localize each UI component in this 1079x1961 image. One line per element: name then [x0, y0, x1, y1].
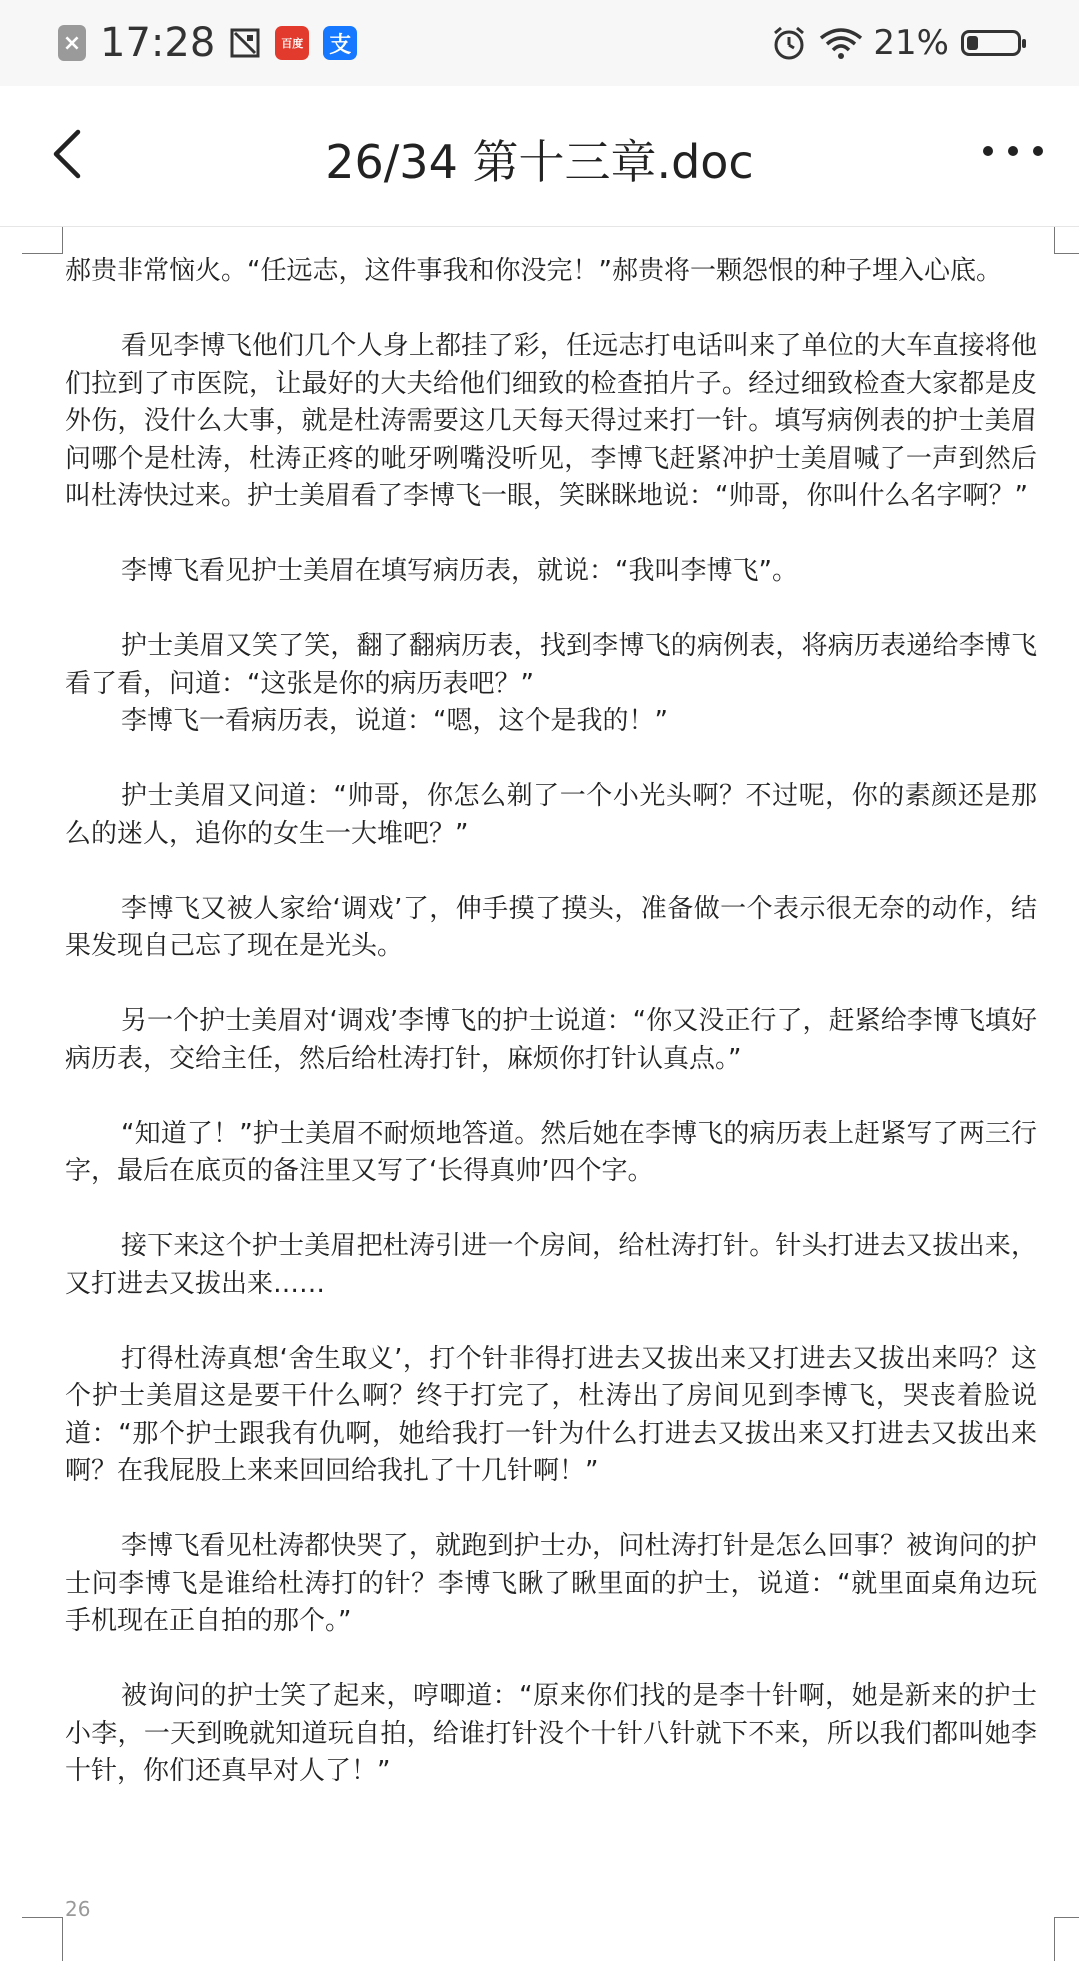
paragraph: 李博飞又被人家给‘调戏’了，伸手摸了摸头，准备做一个表示很无奈的动作，结果发现自己忘了现在是光头。	[65, 893, 1037, 961]
status-right	[771, 18, 1021, 68]
paragraph: 另一个护士美眉对‘调戏’李博飞的护士说道：“你又没正行了，赶紧给李博飞填好病历表，交给主任，然后给杜涛打针，麻烦你打针认真点。”	[65, 1006, 1037, 1074]
document-body	[65, 253, 1037, 1791]
wifi-icon	[819, 26, 863, 60]
paragraph: 郝贵非常恼火。“任远志，这件事我和你没完！”郝贵将一颗怨恨的种子埋入心底。	[65, 256, 1002, 286]
paragraph: 李博飞一看病历表，说道：“嗯，这个是我的！”	[121, 706, 668, 736]
paragraph: “知道了！”护士美眉不耐烦地答道。然后她在李博飞的病历表上赶紧写了两三行字，最后在底页的备注里又写了‘长得真帅’四个字。	[65, 1118, 1037, 1186]
alipay-icon: 支	[323, 26, 357, 60]
status-left	[58, 18, 357, 68]
paragraph: 接下来这个护士美眉把杜涛引进一个房间，给杜涛打针。针头打进去又拔出来，又打进去又拔出来……	[65, 1231, 1037, 1299]
document-page[interactable]	[0, 227, 1079, 1960]
page-corner-mark	[1054, 227, 1079, 254]
paragraph: 看见李博飞他们几个人身上都挂了彩，任远志打电话叫来了单位的大车直接将他们拉到了市医院，让最好的大夫给他们细致的检查拍片子。经过细致检查大家都是皮外伤，没什么大事，就是杜涛需要这几天每天得过来打一针。填写病例表的护士美眉问哪个是杜涛，杜涛正疼的呲牙咧嘴没听见，李博飞赶紧冲护士美眉喊了一声到然后叫杜涛快过来。护士美眉看了李博飞一眼，笑眯眯地说：“帅哥，你叫什么名字啊？”	[65, 331, 1037, 511]
paragraph: 护士美眉又问道：“帅哥，你怎么剃了一个小光头啊？不过呢，你的素颜还是那么的迷人，追你的女生一大堆吧？”	[65, 781, 1037, 849]
paragraph: 李博飞看见护士美眉在填写病历表，就说：“我叫李博飞”。	[121, 556, 798, 586]
status-bar	[0, 0, 1079, 86]
status-time: 17:28	[100, 20, 216, 66]
battery-icon	[961, 30, 1021, 56]
more-options-button[interactable]	[983, 136, 1043, 166]
document-header	[0, 86, 1079, 227]
page-corner-mark	[1054, 1917, 1079, 1961]
page-number: 26	[65, 1897, 91, 1921]
document-title: 26/34 第十三章.doc	[325, 135, 754, 189]
paragraph: 护士美眉又笑了笑，翻了翻病历表，找到李博飞的病例表，将病历表递给李博飞看了看，问道：“这张是你的病历表吧？”	[65, 631, 1037, 699]
battery-percent: 21%	[873, 23, 949, 63]
scan-icon	[229, 27, 261, 59]
red-app-icon: 百度	[275, 26, 309, 60]
alarm-icon	[771, 25, 807, 61]
paragraph: 打得杜涛真想‘舍生取义’，打个针非得打进去又拔出来又打进去又拔出来吗？这个护士美眉这是要干什么啊？终于打完了，杜涛出了房间见到李博飞，哭丧着脸说道：“那个护士跟我有仇啊，她给我打一针为什么打进去又拔出来又打进去又拔出来啊？在我屁股上来来回回给我扎了十几针啊！”	[65, 1343, 1037, 1486]
paragraph: 李博飞看见杜涛都快哭了，就跑到护士办，问杜涛打针是怎么回事？被询问的护士问李博飞是谁给杜涛打的针？李博飞瞅了瞅里面的护士，说道：“就里面桌角边玩手机现在正自拍的那个。”	[65, 1531, 1037, 1636]
page-corner-mark	[22, 227, 63, 254]
more-dots-icon	[983, 146, 993, 156]
page-corner-mark	[22, 1917, 63, 1961]
paragraph: 被询问的护士笑了起来，哼唧道：“原来你们找的是李十针啊，她是新来的护士小李，一天到晚就知道玩自拍，给谁打针没个十针八针就下不来，所以我们都叫她李十针，你们还真早对人了！”	[65, 1681, 1037, 1786]
close-notification-icon: ×	[58, 25, 86, 61]
